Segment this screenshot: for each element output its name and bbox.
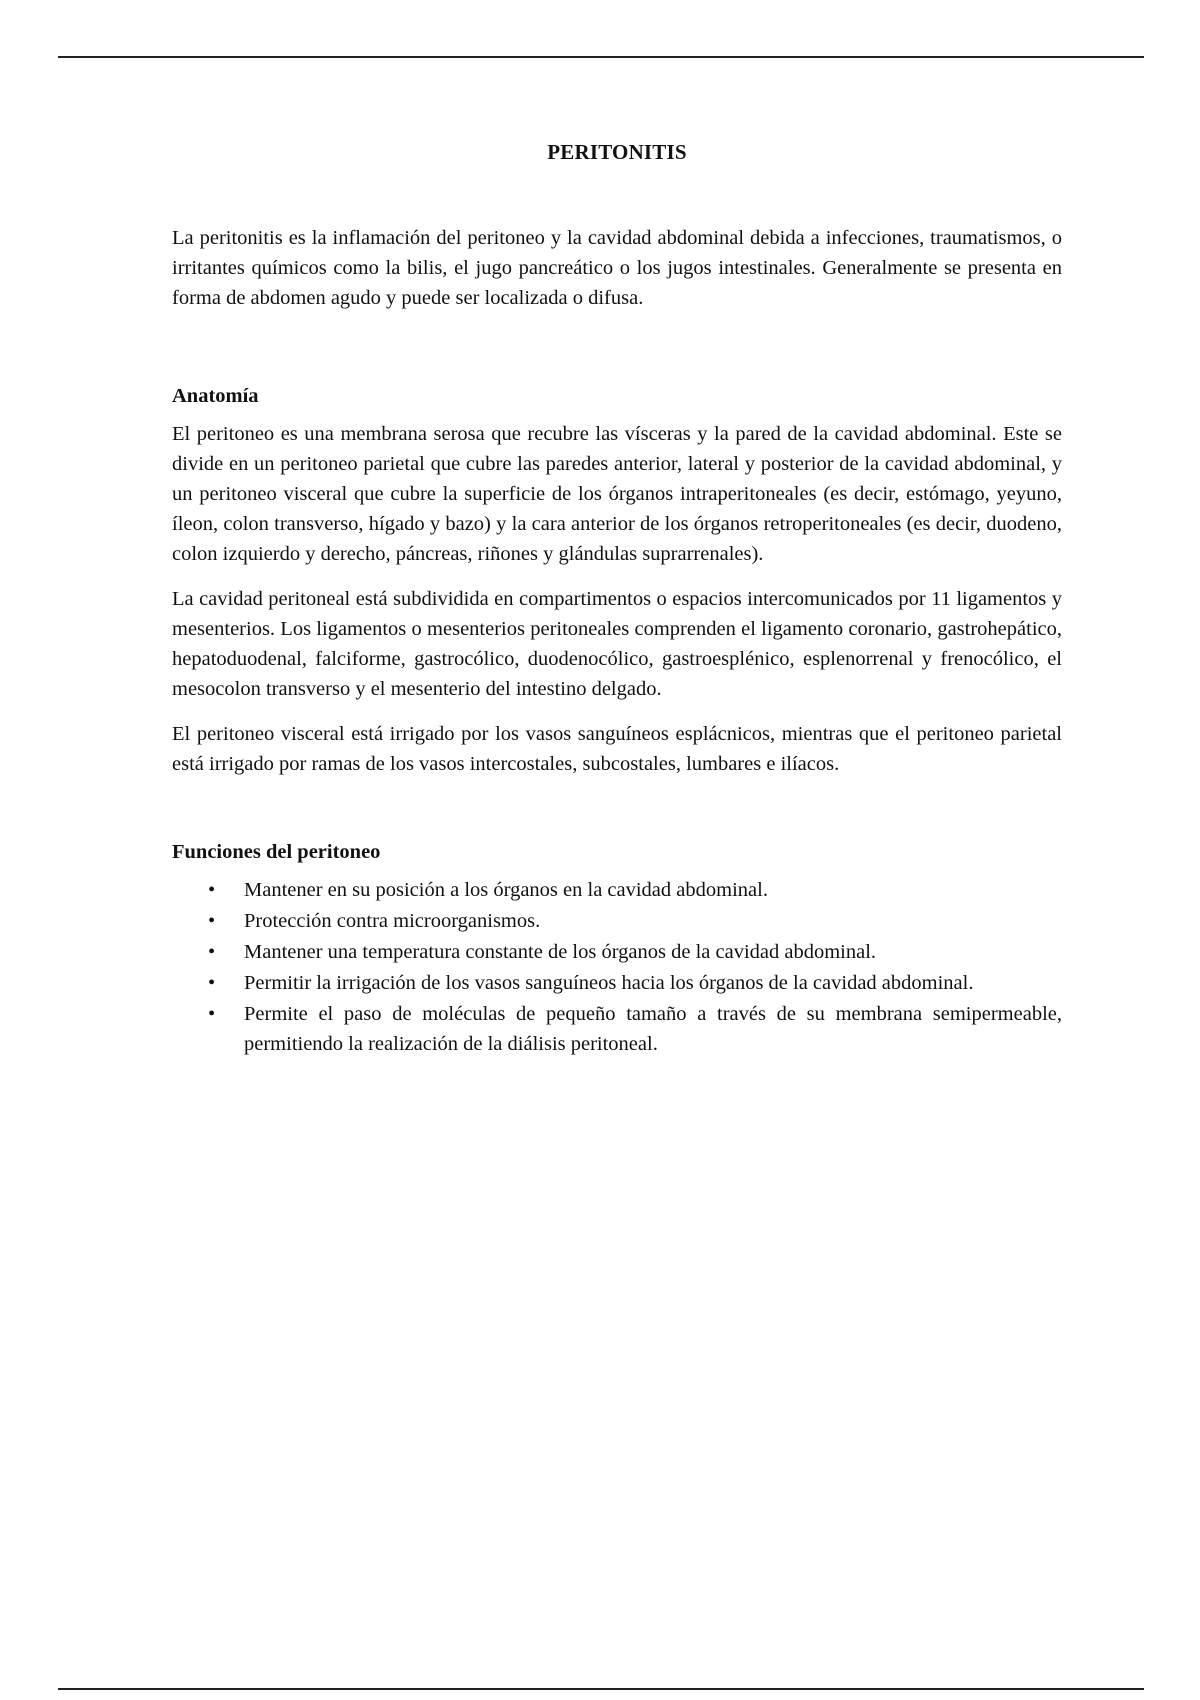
section-funciones [172, 837, 1062, 1059]
paragraph: El peritoneo visceral está irrigado por los vasos sanguíneos esplácnicos, mientras que el peritoneo parietal está irrigado por ramas de los vasos intercostales, subcostales, lumbares e ilíacos. [172, 723, 1062, 775]
list-item [208, 937, 1062, 967]
list-item-text: Mantener una temperatura constante de los órganos de la cavidad abdominal. [244, 941, 877, 963]
bullet-icon: • [208, 1003, 216, 1025]
list-item-text: Mantener en su posición a los órganos en la cavidad abdominal. [244, 879, 768, 901]
page-title: PERITONITIS [547, 140, 687, 164]
intro-paragraph: La peritonitis es la inflamación del peritoneo y la cavidad abdominal debida a infecciones, traumatismos, o irritantes químicos como la bilis, el jugo pancreático o los jugos intestinales. Generalmente se presenta en forma de abdomen agudo y puede ser localizada o difusa. [172, 227, 1062, 309]
section-heading: Funciones del peritoneo [172, 841, 381, 863]
functions-list [172, 875, 1062, 1059]
list-item [208, 999, 1062, 1059]
paragraph: La cavidad peritoneal está subdividida en compartimentos o espacios intercomunicados por 11 ligamentos y mesenterios. Los ligamentos o mesenterios peritoneales comprenden el ligamento coronario, gastrohepático, hepatoduodenal, falciforme, gastrocólico, duodenocólico, gastroesplénico, esplenorrenal y frenocólico, el mesocolon transverso y el mesenterio del intestino delgado. [172, 588, 1062, 700]
bullet-icon: • [208, 910, 216, 932]
list-item-text: Permite el paso de moléculas de pequeño tamaño a través de su membrana semipermeable, permitiendo la realización de la diálisis peritoneal. [244, 1003, 1062, 1055]
list-item-text: Permitir la irrigación de los vasos sanguíneos hacia los órganos de la cavidad abdominal. [244, 972, 974, 994]
list-item [208, 906, 1062, 936]
paragraph: El peritoneo es una membrana serosa que recubre las vísceras y la pared de la cavidad abdominal. Este se divide en un peritoneo parietal que cubre las paredes anterior, lateral y posterior de la cavidad abdominal, y un peritoneo visceral que cubre la superficie de los órganos intraperitoneales (es decir, estómago, yeyuno, íleon, colon transverso, hígado y bazo) y la cara anterior de los órganos retroperitoneales (es decir, duodeno, colon izquierdo y derecho, páncreas, riñones y glándulas suprarrenales). [172, 423, 1062, 565]
list-item-text: Protección contra microorganismos. [244, 910, 541, 932]
list-item [208, 968, 1062, 998]
bullet-icon: • [208, 972, 216, 994]
bullet-icon: • [208, 879, 216, 901]
document-body [172, 140, 1062, 1060]
list-item [208, 875, 1062, 905]
bottom-rule [58, 1688, 1144, 1690]
bullet-icon: • [208, 941, 216, 963]
section-anatomia [172, 381, 1062, 779]
top-rule [58, 56, 1144, 58]
section-heading: Anatomía [172, 385, 259, 407]
